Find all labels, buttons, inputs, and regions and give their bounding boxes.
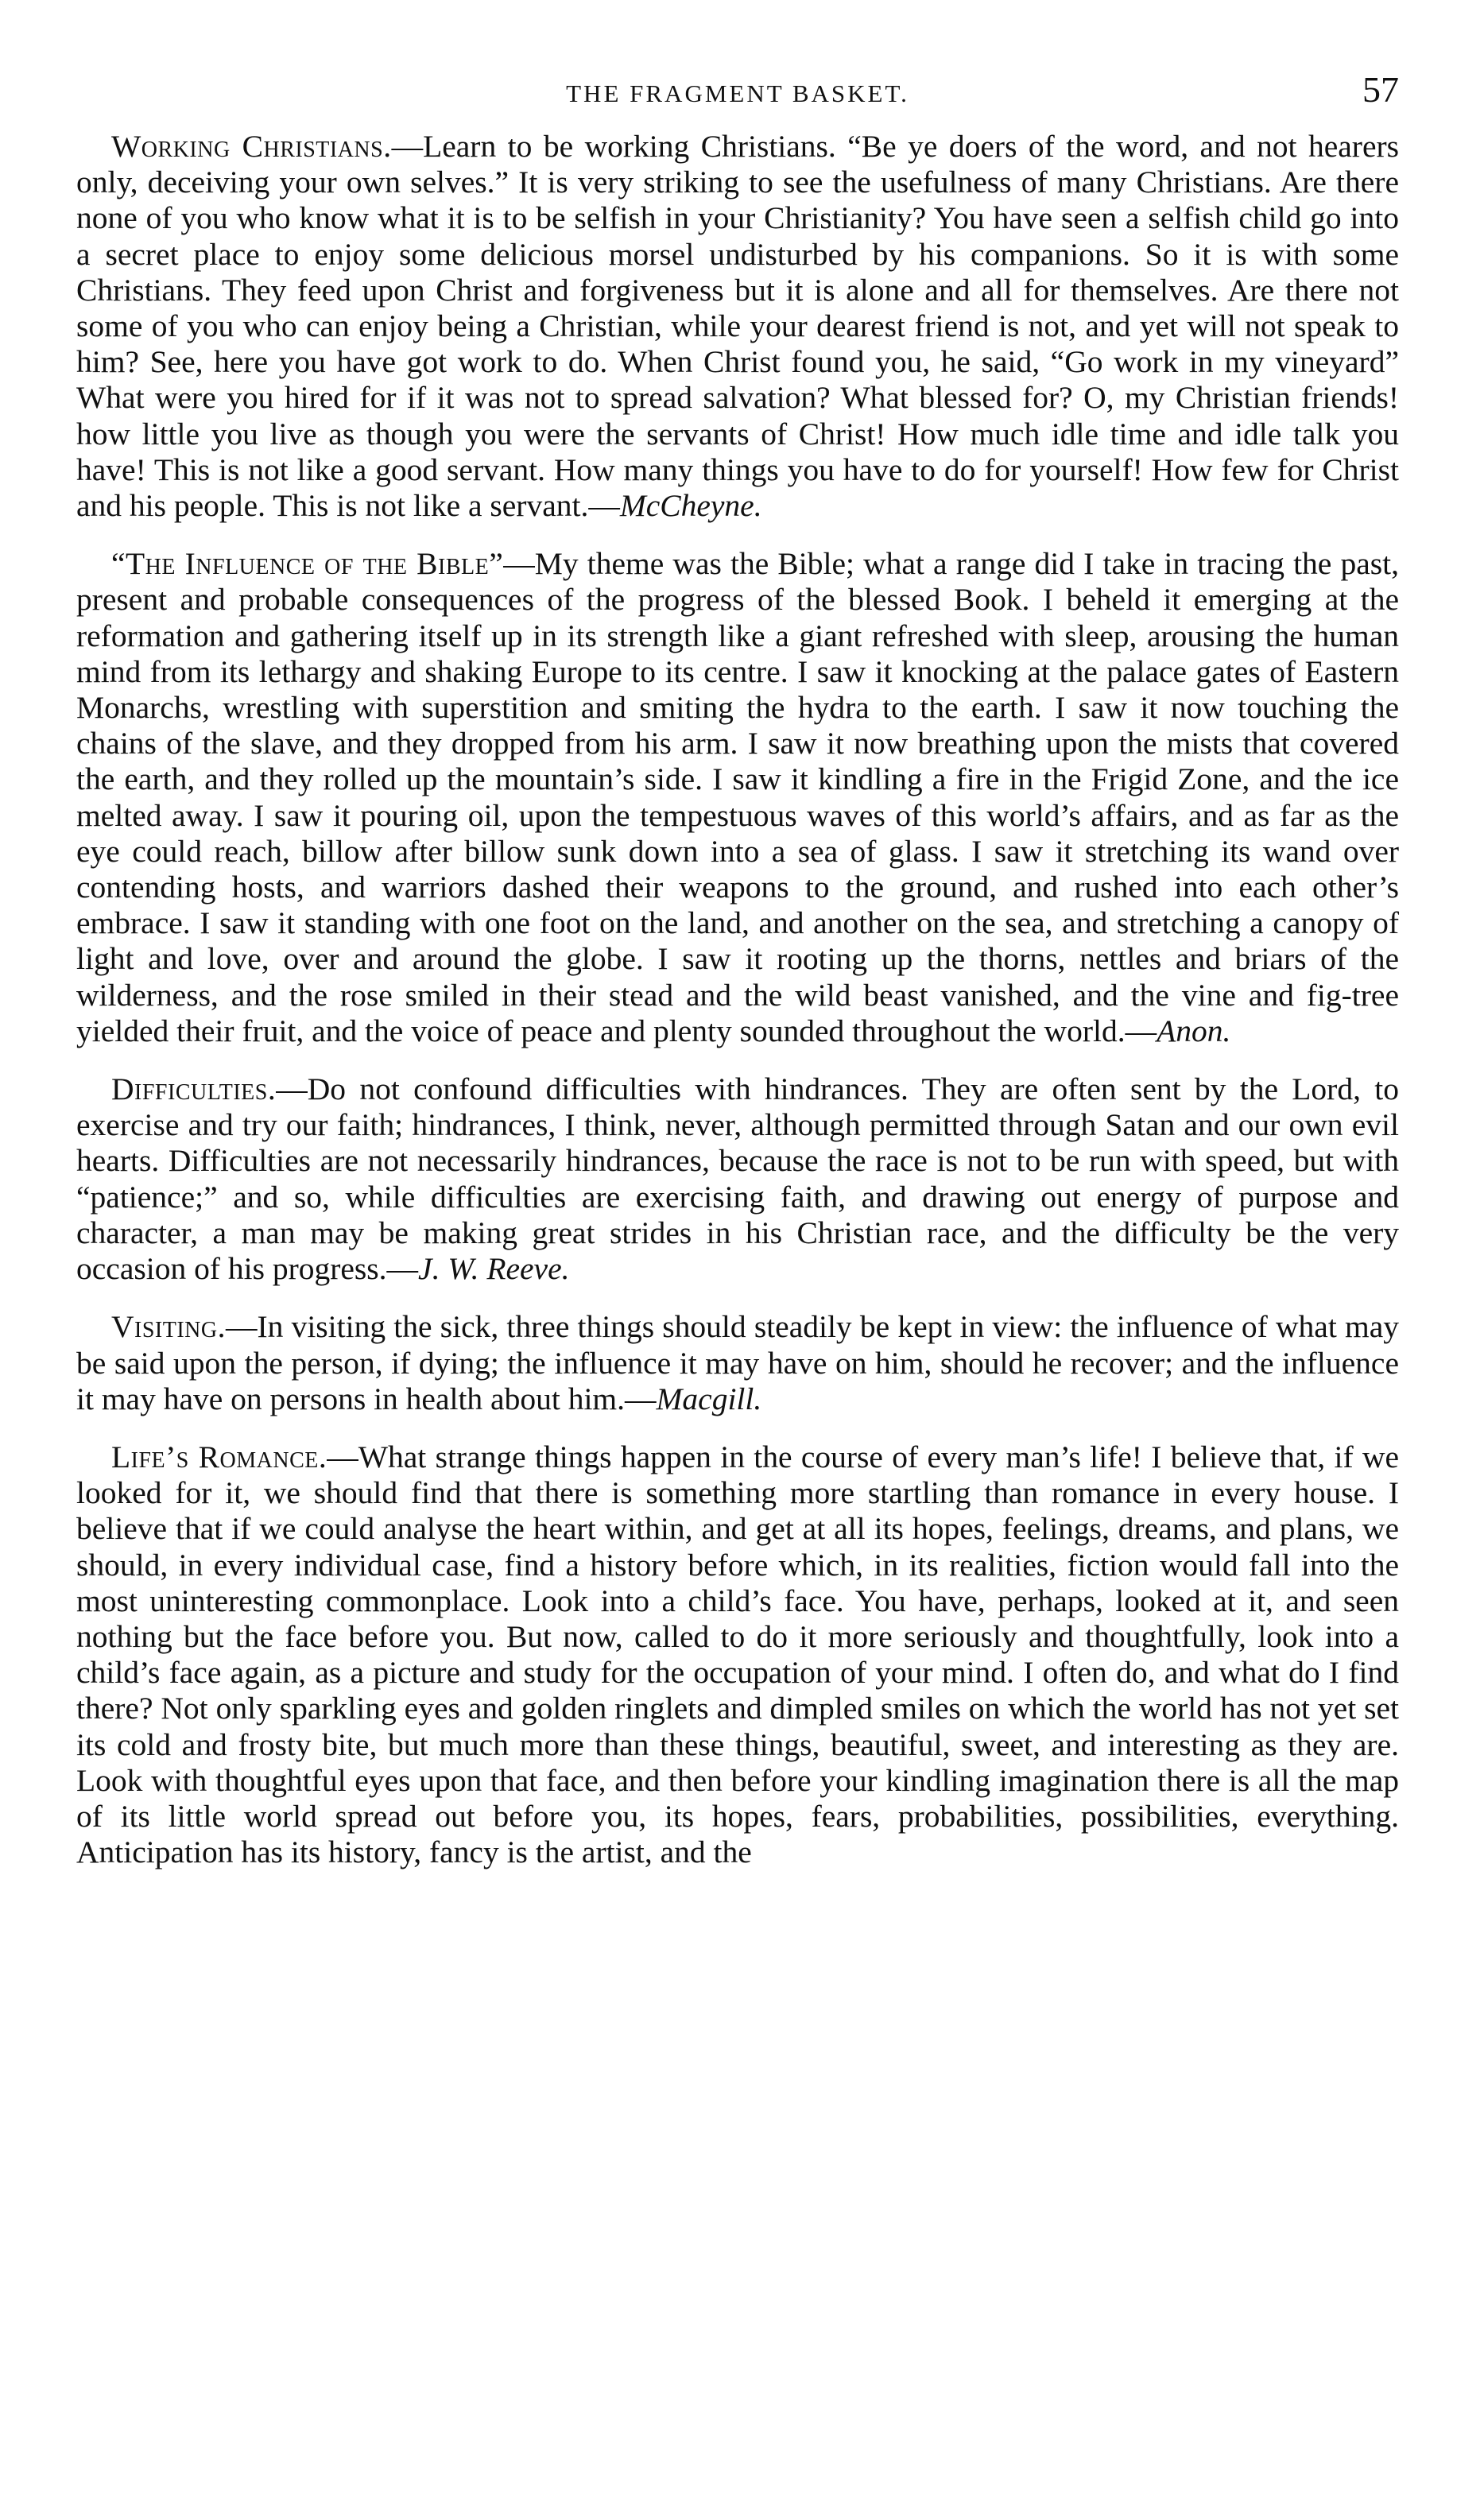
article-body: —Learn to be working Christians. “Be ye doers of the word, and not hearers only, deceiving your own selves.” It is very striking to see the usefulness of many Christians. Are there none of you who know what it is to be selfish in your Christianity? You have seen a selfish child go into a secret place to enjoy some delicious morsel undisturbed by his companions. So it is with some Christians. They feed upon Christ and forgiveness but it is alone and all for themselves. Are there not some of you who can enjoy being a Christian, while your dearest friend is not, and yet will not speak to him? See, here you have got work to do. When Christ found you, he said, “Go work in my vineyard” What were you hired for if it was not to spread salvation? What blessed for? O, my Christian friends! how little you live as though you were the servants of Christ! How much idle time and idle talk you have! This is not like a good servant. How many things you have to do for yourself! How few for Christ and his people. This is not like a servant.— [76, 129, 1399, 524]
article-body: —Do not confound difficulties with hindrances. They are often sent by the Lord, to exercise and try our faith; hindrances, I think, never, although permitted through Satan and our own evil hearts. Difficulties are not necessarily hindrances, because the race is not to be run with speed, but with “patience;” and so, while difficulties are exercising faith, and drawing out energy of purpose and character, a man may be making great strides in his Christian race, and the difficulty be the very occasion of his progress.— [76, 1071, 1399, 1287]
article-working-christians [76, 129, 1399, 524]
article-attribution: Macgill. [656, 1381, 762, 1416]
article-attribution: McCheyne. [619, 488, 762, 524]
article-difficulties [76, 1071, 1399, 1287]
article-title: Difficulties. [111, 1071, 277, 1107]
running-title: THE FRAGMENT BASKET. [566, 79, 909, 107]
article-influence-of-the-bible [76, 546, 1399, 1049]
article-lifes-romance [76, 1439, 1399, 1870]
article-title: Life’s Romance. [111, 1439, 327, 1474]
article-body: —In visiting the sick, three things should steadily be kept in view: the influence of what may be said upon the person, if dying; the influence it may have on him, should he recover; and the influence it may have on persons in health about him.— [76, 1309, 1399, 1416]
page-number: 57 [1362, 69, 1399, 110]
page-header [76, 65, 1399, 129]
article-visiting [76, 1309, 1399, 1417]
article-body: —My theme was the Bible; what a range did I take in tracing the past, present and probable consequences of the progress of the blessed Book. I beheld it emerging at the reformation and gathering itself up in its strength like a giant refreshed with sleep, arousing the human mind from its lethargy and shaking Europe to its centre. I saw it knocking at the palace gates of Eastern Monarchs, wrestling with superstition and smiting the hydra to the earth. I saw it now touching the chains of the slave, and they dropped from his arm. I saw it now breathing upon the mists that covered the earth, and they rolled up the mountain’s side. I saw it kindling a fire in the Frigid Zone, and the ice melted away. I saw it pouring oil, upon the tempestuous waves of this world’s affairs, and as far as the eye could reach, billow after billow sunk down into a sea of glass. I saw it stretching its wand over contending hosts, and warriors dashed their weapons to the ground, and rushed into each other’s embrace. I saw it standing with one foot on the land, and another on the sea, and stretching a canopy of light and love, over and around the globe. I saw it rooting up the thorns, nettles and briars of the wilderness, and the rose smiled in their stead and the wild beast vanished, and the vine and fig-tree yielded their fruit, and the voice of peace and plenty sounded throughout the world.— [76, 546, 1399, 1048]
article-title: Visiting. [111, 1309, 226, 1345]
article-title: “The Influence of the Bible” [111, 546, 504, 582]
article-title: Working Christians. [111, 129, 392, 164]
book-page [76, 65, 1399, 1893]
article-body: —What strange things happen in the course of every man’s life! I believe that, if we looked for it, we should find that there is something more startling than romance in every house. I believe that if we could analyse the heart within, and get at all its hopes, feelings, dreams, and plans, we should, in every individual case, find a history before which, in its realities, fiction would fall into the most uninteresting commonplace. Look into a child’s face. You have, perhaps, looked at it, and seen nothing but the face before you. But now, called to do it more seriously and thoughtfully, look into a child’s face again, as a picture and study for the occupation of your mind. I often do, and what do I find there? Not only sparkling eyes and golden ringlets and dimpled smiles on which the world has not yet set its cold and frosty bite, but much more than these things, beautiful, sweet, and interesting as they are. Look with thoughtful eyes upon that face, and then before your kindling imagination there is all the map of its little world spread out before you, its hopes, fears, probabilities, possibilities, everything. Anticipation has its history, fancy is the artist, and the [76, 1439, 1399, 1870]
article-attribution: J. W. Reeve. [418, 1251, 570, 1287]
article-attribution: Anon. [1157, 1013, 1231, 1048]
